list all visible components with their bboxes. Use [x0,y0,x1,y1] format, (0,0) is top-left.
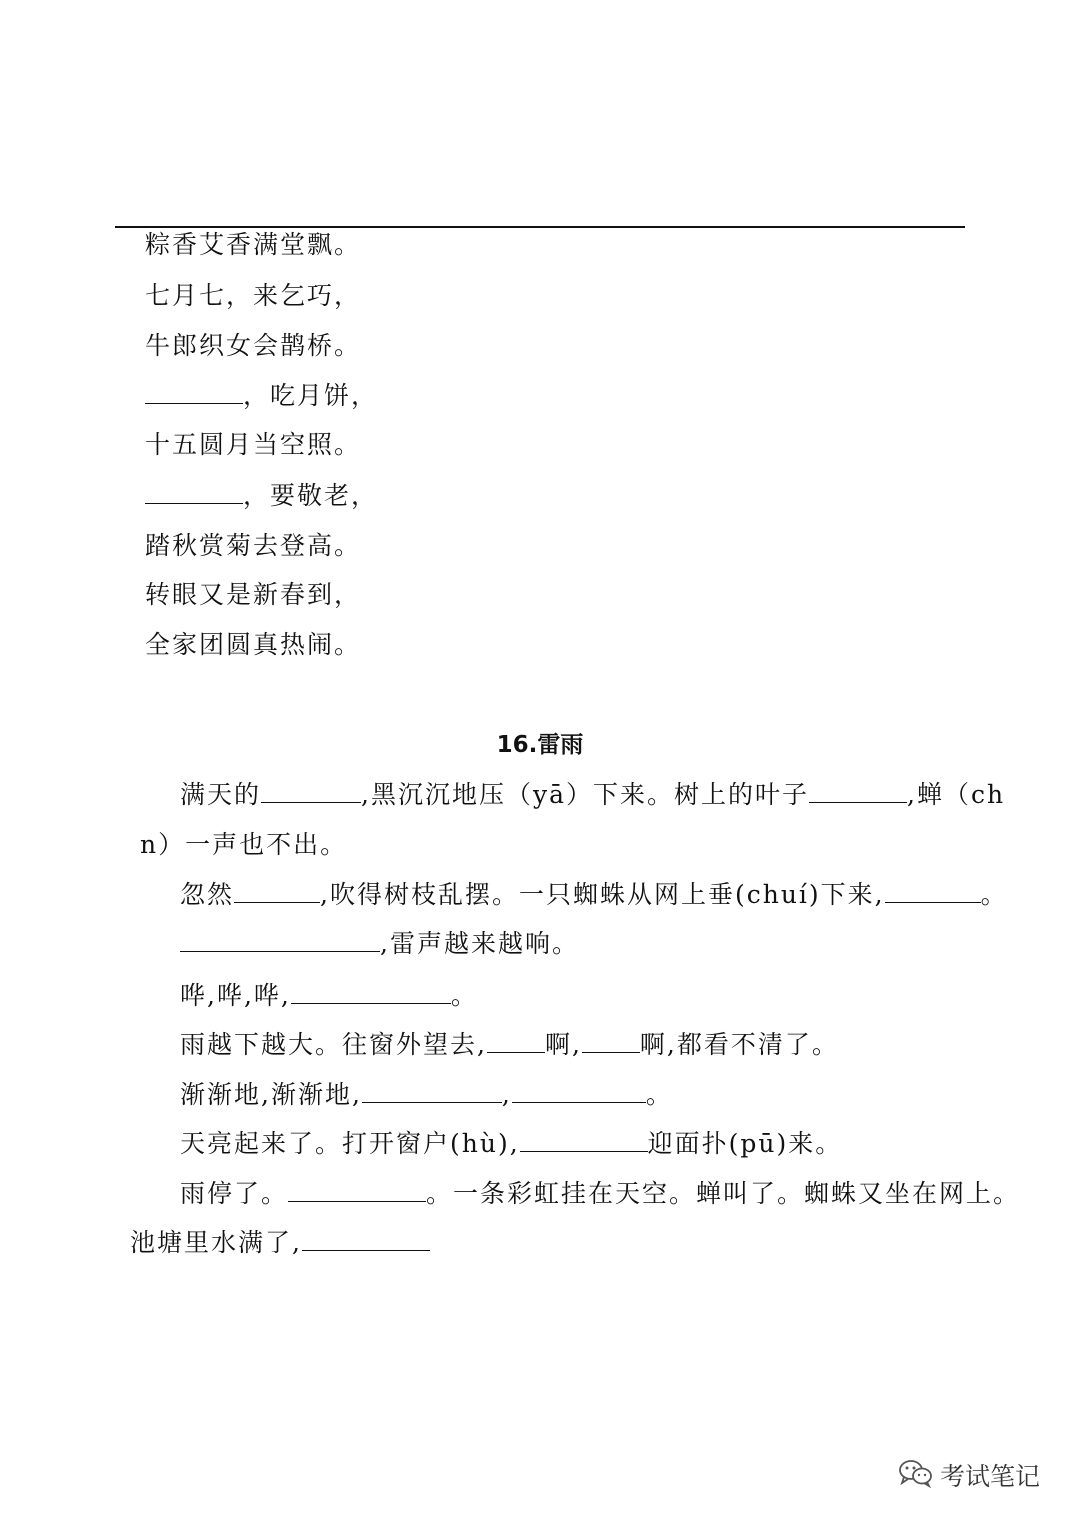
answer-blank[interactable] [809,780,907,803]
lesson-line-4: ,雷声越来越响。 [180,927,579,961]
answer-blank[interactable] [291,981,451,1004]
poem-line-5: 十五圆月当空照。 [145,430,362,459]
poem-line-7: 踏秋赏菊去登高。 [145,531,362,560]
answer-blank[interactable] [362,1080,502,1103]
poem-line-2: 七月七，来乞巧， [145,281,362,310]
watermark-text: 考试笔记 [940,1462,1041,1491]
answer-blank[interactable] [512,1080,646,1103]
lesson-line-8: 天亮起来了。打开窗户(hù), 迎面扑(pū)来。 [180,1129,843,1158]
wechat-icon [898,1458,934,1492]
answer-blank[interactable] [885,880,981,903]
lesson-line-5: 哗,哗,哗, 。 [180,981,478,1010]
answer-blank[interactable] [520,1129,648,1152]
lesson-title: 16.雷雨 [496,732,584,758]
poem-line-3: 牛郎织女会鹊桥。 [145,331,362,360]
lesson-line-1: 满天的 ,黑沉沉地压（yā）下来。树上的叶子 ,蝉（ch [180,780,1006,809]
poem-line-1: 粽香艾香满堂飘。 [145,230,362,259]
lesson-line-9: 雨停了。 。一条彩虹挂在天空。蝉叫了。蜘蛛又坐在网上。 [180,1179,1021,1208]
lesson-line-3: 忽然 ,吹得树枝乱摆。一只蜘蛛从网上垂(chuí)下来, 。 [180,880,1008,909]
answer-blank[interactable] [582,1030,640,1053]
answer-blank[interactable] [145,481,243,504]
answer-blank[interactable] [145,381,243,404]
watermark [898,1455,1040,1495]
answer-blank[interactable] [234,880,320,903]
poem-line-4: ，吃月饼， [145,379,378,413]
lesson-line-2: n）一声也不出。 [140,830,348,859]
answer-blank[interactable] [180,929,380,952]
answer-blank[interactable] [487,1030,545,1053]
answer-blank[interactable] [302,1228,430,1251]
lesson-line-6: 雨越下越大。往窗外望去, 啊, 啊,都看不清了。 [180,1030,839,1059]
lesson-line-10: 池塘里水满了, [130,1226,430,1260]
answer-blank[interactable] [288,1179,426,1202]
lesson-line-7: 渐渐地,渐渐地, , 。 [180,1080,673,1109]
poem-line-8: 转眼又是新春到， [145,580,362,609]
poem-line-6: ，要敬老， [145,479,378,513]
poem-line-9: 全家团圆真热闹。 [145,630,362,659]
answer-blank[interactable] [261,780,361,803]
